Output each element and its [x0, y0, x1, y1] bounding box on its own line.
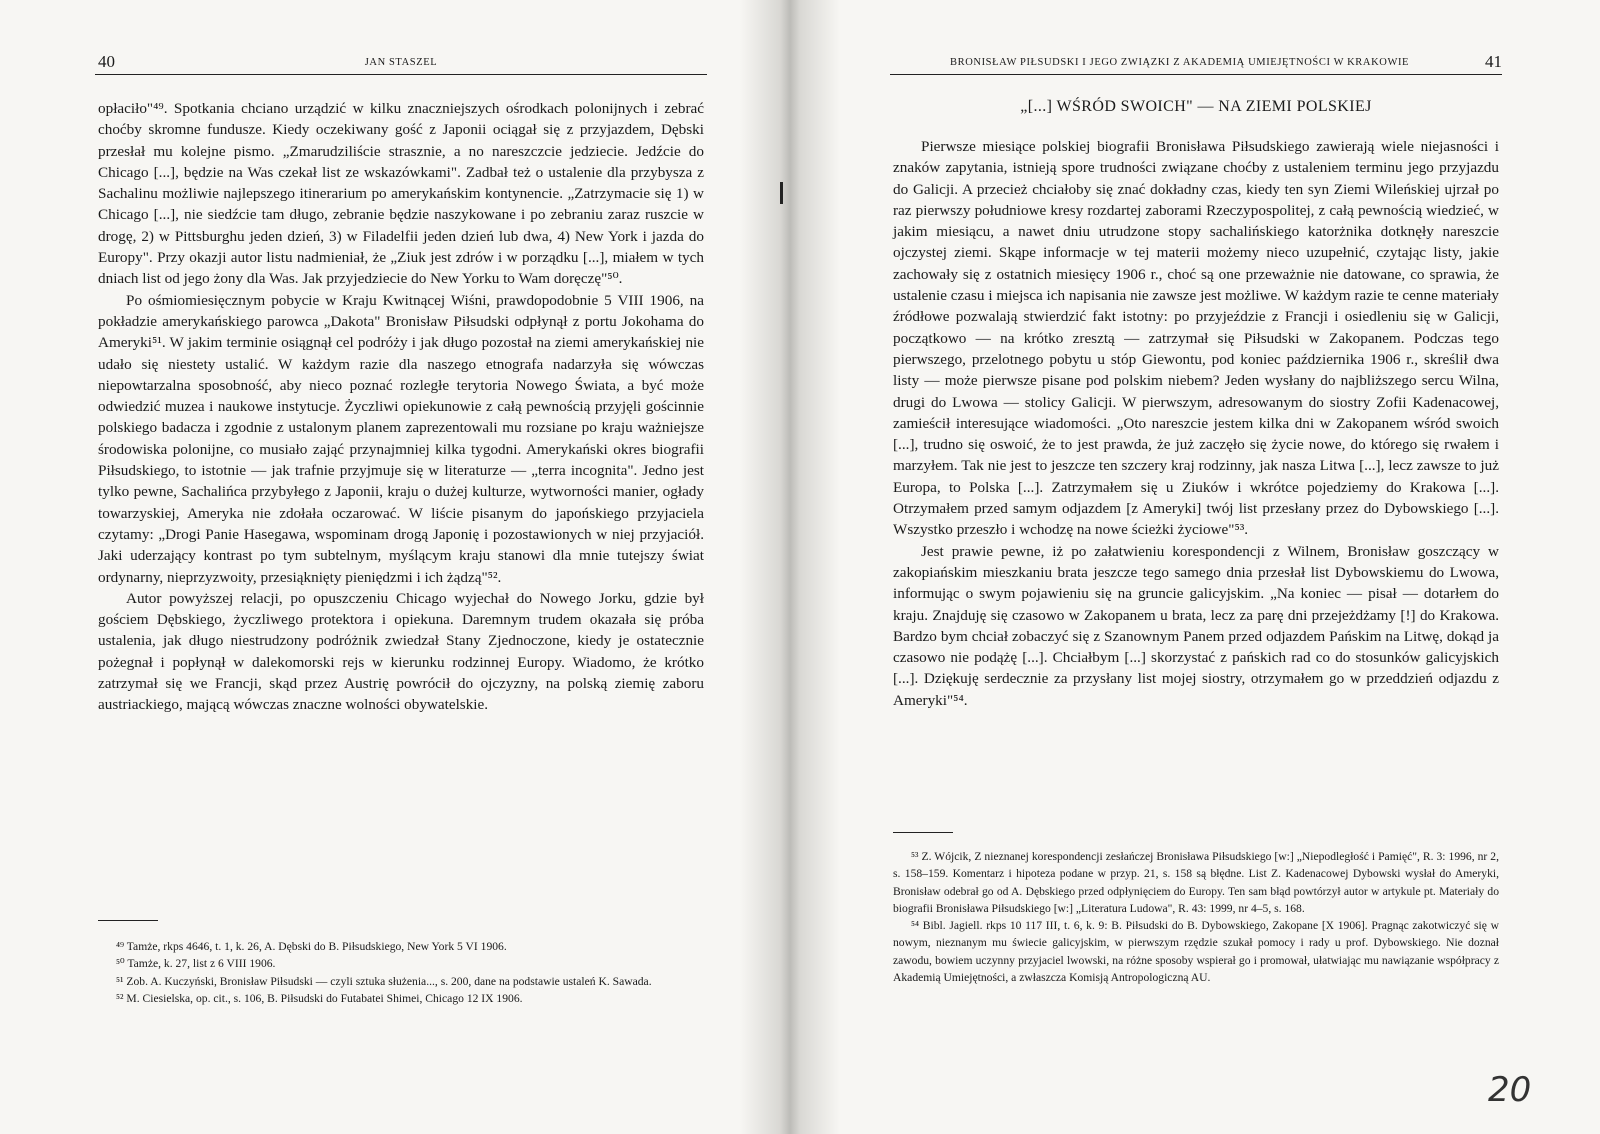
right-footnotes: [893, 848, 1499, 986]
left-footnote-rule: [98, 920, 158, 921]
right-paragraph: Jest prawie pewne, iż po załatwieniu korespondencji z Wilnem, Bronisław goszczący w zakopiańskim mieszkaniu brata jeszcze tego samego dnia przesłał list Dybowskiemu do Lwowa, informując o swym pojawieniu się na gruncie galicyjskim. „Na koniec — pisał — dotarłem do kraju. Znajduję się czasowo w Zakopanem u brata, lecz za parę dni przejeżdżamy [!] do Krakowa. Bardzo bym chciał zobaczyć się z Szanownym Panem przed odjazdem Pańskim na Litwę, dokąd ja czasowo nie podążę [...]. Chciałbym [...] skorzystać z pańskich rad co do stosunków galicyjskich [...]. Dziękuję serdecznie za przysłany list mojej siostry, otrzymałem go w przeddzień odjazdu z Ameryki"⁵⁴.: [893, 542, 1499, 709]
left-paragraph: Autor powyższej relacji, po opuszczeniu Chicago wyjechał do Nowego Jorku, gdzie był gościem Dębskiego, życzliwego protektora i opiekuna. Daremnym trudem okazała się próba ustalenia, jak długo niestrudzony podróżnik zwiedzał Stany Zjednoczone, kiedy je ostatecznie pożegnał i popłynął w dalekomorski rejs w kierunku rodzinnej Europy. Wiadomo, że krótko zatrzymał się we Francji, skąd przez Austrię powrócił do ojczyzny, na polską ziemię zaboru austriackiego, mającą wówczas znaczne wolności obywatelskie.: [98, 589, 704, 714]
left-body-text: [98, 98, 704, 716]
left-running-header: [95, 52, 707, 75]
footnote: ⁵¹ Zob. A. Kuczyński, Bronisław Piłsudski — czyli sztuka służenia..., s. 200, dane na podstawie ustaleń K. Sawada.: [116, 974, 652, 988]
left-paragraph: opłaciło"⁴⁹. Spotkania chciano urządzić w kilku znaczniejszych ośrodkach polonijnych i zebrać choćby skromne fundusze. Kiedy oczekiwany gość z Japonii ociągał się z przyjazdem, Dębski przesłał mu kolejne pismo. „Zmarudziliście strasznie, a no nareszczcie jedziecie. Jedźcie do Chicago [...], będzie na Was czekał list ze wskazówkami". Zadbał też o ustalenie dla przybysza z Sachalinu możliwie najlepszego itinerarium po amerykańskim kontynencie. „Zatrzymacie się 1) w Chicago [...], nie siedźcie tam długo, zebranie będzie naszykowane i po zebraniu zaraz ruszcie w drogę, 2) w Pittsburghu jeden dzień, 3) w Filadelfii jeden dzień lub dwa, 4) New York i jazda do Europy". Przy okazji autor listu nadmieniał, że „Ziuk jest zdrów i w porządku [...], miałem w tych dniach list od jego żony dla Was. Jak przyjedziecie do New Yorku to Wam doręczę"⁵⁰.: [98, 100, 704, 288]
right-body-text: [893, 136, 1499, 711]
handwritten-page-mark: 20: [1488, 1070, 1532, 1110]
left-footnotes: [98, 938, 704, 1007]
left-page: [95, 0, 707, 1134]
right-page: [890, 0, 1502, 1134]
right-paragraph: Pierwsze miesiące polskiej biografii Bronisława Piłsudskiego zawierają wiele niejasności i znaków zapytania, istnieją spore trudności związane choćby z ustaleniem terminu jego przyjazdu do Galicji. A przecież chciałoby się znać dokładny czas, kiedy ten syn Ziemi Wileńskiej ujrzał po raz pierwszy południowe kresy rozdartej zaborami Rzeczypospolitej, z całą pewnością wiedzieć, w jakim miesiącu, a nawet dniu utrudzone stopy sachalińskiego katorżnika dotknęły nareszcie ojczystej ziemi. Skąpe informacje w tej materii możemy nieco uzupełnić, czytając listy, jakie zachowały się z ostatnich miesięcy 1906 r., choć są one przeważnie nie datowane, co sprawia, że ustalenie czasu i miejsca ich napisania nie zawsze jest możliwe. W każdym razie te cenne materiały źródłowe pozwalają stwierdzić fakt istotny: po przyjeździe z Francji i osiedleniu się w Galicji, początkowo — na krótko zresztą — zatrzymał się Piłsudski w Zakopanem. Podczas tego pierwszego, przelotnego pobytu u stóp Giewontu, pod koniec października 1906 r., skreślił dwa listy — może pierwsze pisane pod polskim niebem? Jeden wysłany do najbliższego sercu Wilna, drugi do Lwowa — stolicy Galicji. W pierwszym, adresowanym do siostry Zofii Kadenacowej, zamieścił interesujące wiadomości. „Oto nareszcie jestem kilka dni w Zakopanem wśród swoich [...], trudno się oswoić, że to jest prawda, że już zaczęło się życie nowe, do którego się rwałem i marzyłem. Tak nie jest to jeszcze ten szczery kraj rodzinny, jak nasza Litwa [...], lecz zawsze to już Europa, to Polska [...]. Zatrzymałem się u Ziuków i wkrótce pojedziemy do Krakowa [...]. Otrzymałem przed samym odjazdem [z Ameryki] twój list przesłany przez do Dybowskiego [...]. Wszystko przeszło i wchodzę na nowe ścieżki życiowe"⁵³.: [893, 138, 1499, 539]
section-heading: „[...] WŚRÓD SWOICH" — NA ZIEMI POLSKIEJ: [1020, 98, 1372, 115]
margin-mark: [780, 182, 783, 204]
footnote: ⁵³ Z. Wójcik, Z nieznanej korespondencji zesłańczej Bronisława Piłsudskiego [w:] „Niepodległość i Pamięć", R. 3: 1996, nr 2, s. 158–159. Komentarz i hipoteza podane w przyp. 21, s. 158 są błędne. List Z. Kadenacowej Dybowski wysłał do Ameryki, Bronisław odebrał go od A. Dębskiego przed odpłynięciem do Europy. Ten sam błąd powtórzył autor w artykule pt. Materiały do biografii Bronisława Piłsudskiego [w:] „Literatura Ludowa", R. 43: 1999, nr 4–5, s. 168.: [893, 850, 1499, 915]
footnote: ⁵⁴ Bibl. Jagiell. rkps 10 117 III, t. 6, k. 9: B. Piłsudski do B. Dybowskiego, Zakopane [X 1906]. Pragnąc zakotwiczyć się w nowym, nieznanym mu świecie galicyjskim, w pierwszym rzędzie szukał pomocy i rady u prof. Dybowskiego. Nie doznał zawodu, bowiem uczynny przyjaciel lwowski, na różne sposoby wspierał go i promował, ułatwiając mu nawiązanie współpracy z Akademią Umiejętności, a zwłaszcza Komisją Antropologiczną AU.: [893, 919, 1499, 985]
footnote: ⁵⁰ Tamże, k. 27, list z 6 VIII 1906.: [116, 957, 276, 971]
left-running-title: JAN STASZEL: [364, 57, 438, 68]
right-running-header: [890, 52, 1502, 75]
right-page-number: 41: [1485, 52, 1502, 71]
left-page-number: 40: [98, 52, 115, 71]
footnote: ⁴⁹ Tamże, rkps 4646, t. 1, k. 26, A. Dębski do B. Piłsudskiego, New York 5 VI 1906.: [116, 940, 507, 953]
right-footnote-rule: [893, 832, 953, 833]
right-running-title: BRONISŁAW PIŁSUDSKI I JEGO ZWIĄZKI Z AKADEMIĄ UMIEJĘTNOŚCI W KRAKOWIE: [950, 57, 1410, 68]
book-gutter: [740, 0, 840, 1134]
left-paragraph: Po ośmiomiesięcznym pobycie w Kraju Kwitnącej Wiśni, prawdopodobnie 5 VIII 1906, na pokładzie amerykańskiego parowca „Dakota" Bronisław Piłsudski odpłynął z portu Jokohama do Ameryki⁵¹. W jakim terminie osiągnął cel podróży i jak długo pozostał na ziemi amerykańskiej nie udało się niestety ustalić. W każdym razie dla naszego etnografa nadarzyła się wówczas niepowtarzalna sposobność, aby nieco poznać rozległe terytoria Nowego Świata, a być może odwiedzić muzea i naukowe instytucje. Życzliwi opiekunowie z całą pewnością przyjęli gościnnie polskiego badacza i zgodnie z ustalonym planem zaprezentowali mu rozsiane po kraju ważniejsze środowiska polonijne, co musiało zająć przynajmniej kilka tygodni. Amerykański okres biografii Piłsudskiego, to istotnie — jak trafnie przyjmuje się w literaturze — „terra incognita". Jedno jest tylko pewne, Sachalińca przybyłego z Japonii, kraju o dużej kulturze, wytworności manier, ogłady towarzyskiej, Ameryka nie zdołała oczarować. W liście pisanym do japońskiego przyjaciela czytamy: „Drogi Panie Hasegawa, wspominam drogą Japonię i pozostawionych w niej przyjaciół. Jaki uderzający kontrast po tym subtelnym, myślącym kraju stanowi dla mnie tutejszy świat ordynarny, nieprzyzwoity, przesiąknięty pieniędzmi i ich żądzą"⁵².: [98, 291, 704, 586]
footnote: ⁵² M. Ciesielska, op. cit., s. 106, B. Piłsudski do Futabatei Shimei, Chicago 12 IX 1906.: [116, 991, 523, 1005]
